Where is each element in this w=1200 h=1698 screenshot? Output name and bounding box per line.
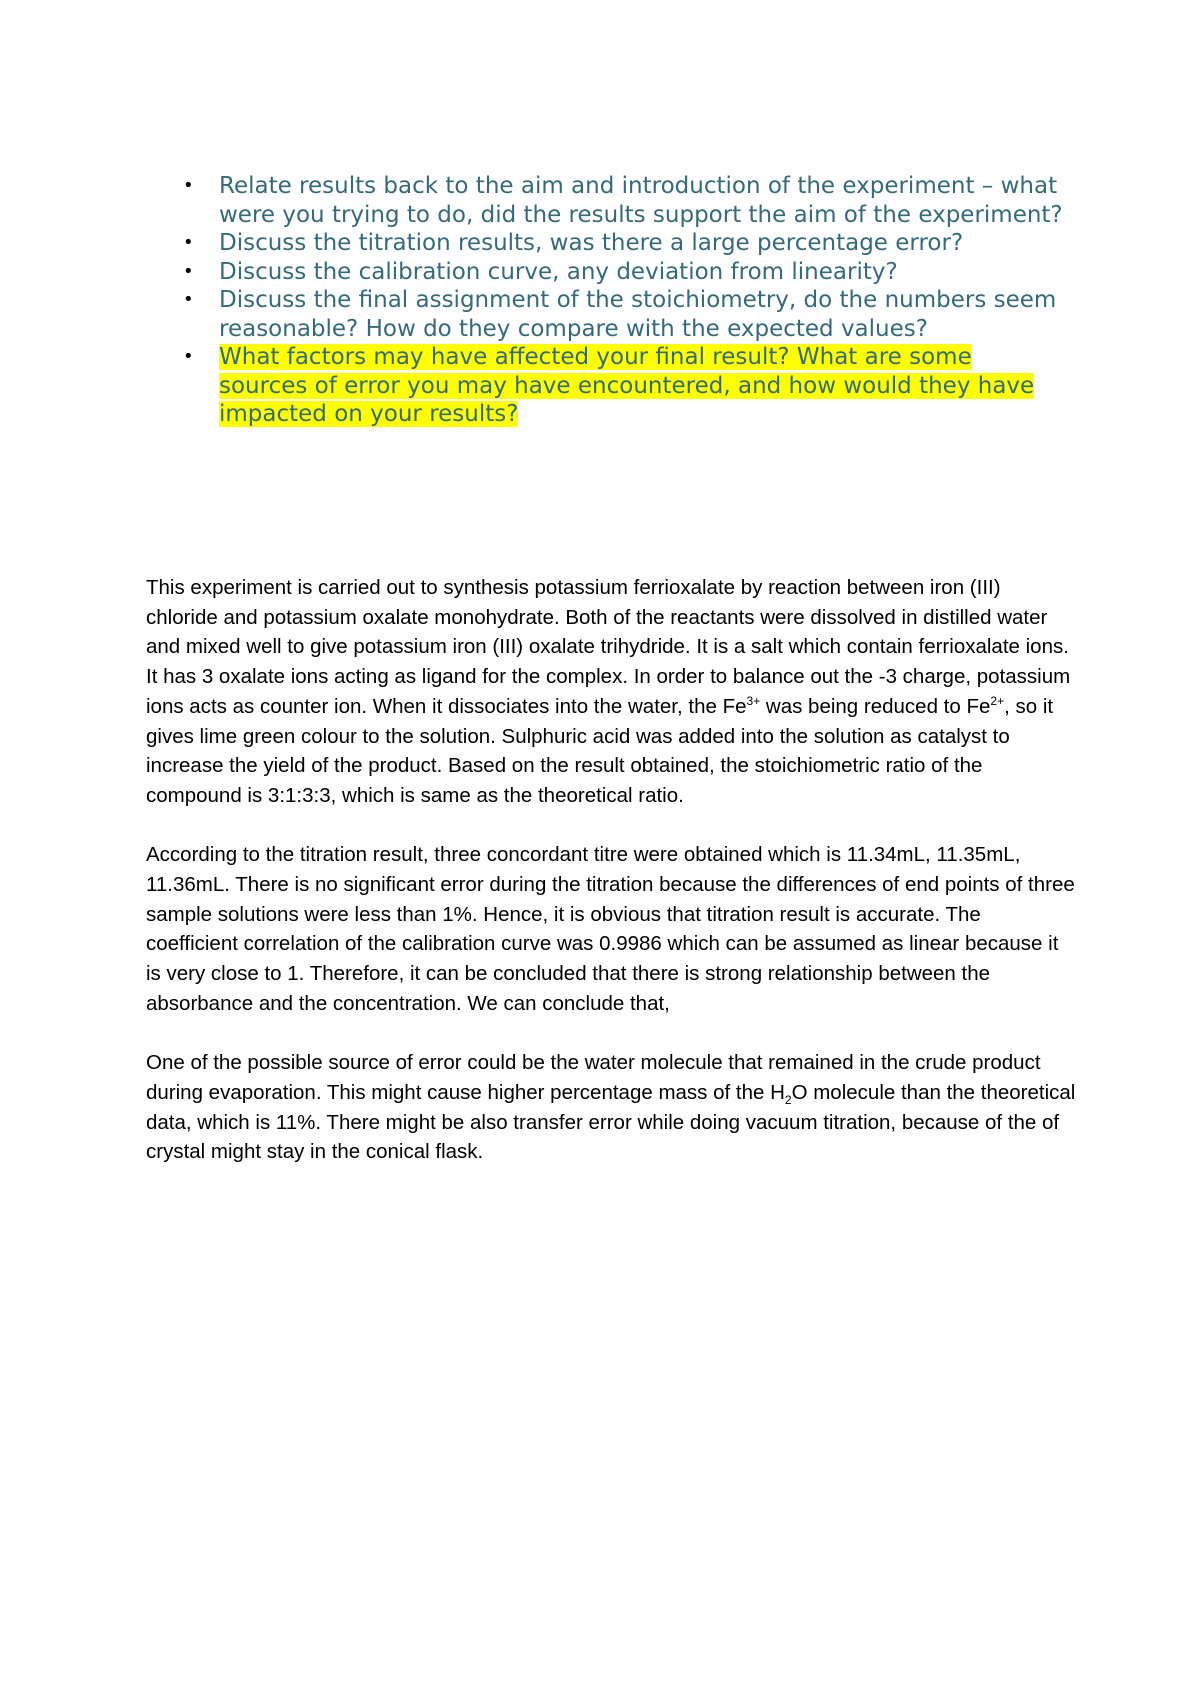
bullet-text: Relate results back to the aim and introduction of the experiment – what were you trying to do, did the results support the aim of the experiment?	[219, 173, 1063, 228]
discussion-body	[146, 573, 1076, 1197]
bullet-dot-icon: •	[183, 260, 194, 282]
superscript-charge: 2+	[990, 693, 1005, 708]
bullet-item	[183, 286, 1063, 343]
superscript-charge: 3+	[746, 693, 761, 708]
paragraph-text: , so it gives lime green colour to the solution. Sulphuric acid was added into the solution as catalyst to increase the yield of the product. Based on the result obtained, the stoichiometric ratio of the compound is 3:1:3:3, which is same as the theoretical ratio.	[146, 694, 1054, 807]
bullet-item	[183, 172, 1063, 229]
paragraph-titration: According to the titration result, three concordant titre were obtained which is 11.34mL, 11.35mL, 11.36mL. There is no significant error during the titration because the differences of end points of three sample solutions were less than 1%. Hence, it is obvious that titration result is accurate. The coefficient correlation of the calibration curve was 0.9986 which can be assumed as linear because it is very close to 1. Therefore, it can be concluded that there is strong relationship between the absorbance and the concentration. We can conclude that,	[146, 843, 1075, 1015]
bullet-dot-icon: •	[183, 175, 194, 196]
paragraph-text: O molecule than the theoretical data, which is 11%. There might be also transfer error while doing vacuum titration, because of the of crystal might stay in the conical flask.	[146, 1080, 1076, 1164]
paragraph-text: This experiment is carried out to synthesis potassium ferrioxalate by reaction between iron (III) chloride and potassium oxalate monohydrate. Both of the reactants were dissolved in distilled water and mixed well to give potassium iron (III) oxalate trihydride. It is a salt which contain ferrioxalate ions. It has 3 oxalate ions acting as ligand for the complex. In order to balance out the -3 charge, potassium ions acts as counter ion. When it dissociates into the water, the Fe	[146, 576, 1071, 718]
paragraph-text: was being reduced to Fe	[760, 694, 991, 718]
bullet-item	[183, 229, 1063, 258]
bullet-text-highlighted: What factors may have affected your final result? What are some sources of error you may have encountered, and how would they have impacted on your results?	[219, 344, 1035, 427]
bullet-dot-icon: •	[183, 232, 194, 253]
bullet-text: Discuss the calibration curve, any deviation from linearity?	[219, 258, 898, 285]
bullet-dot-icon: •	[183, 346, 194, 367]
paragraph-synthesis	[146, 573, 1076, 811]
paragraph-error-sources	[146, 1048, 1076, 1167]
bullet-dot-icon: •	[183, 289, 194, 310]
bullet-text: Discuss the final assignment of the stoichiometry, do the numbers seem reasonable? How do they compare with the expected values?	[219, 287, 1057, 342]
subscript-number: 2	[784, 1093, 792, 1108]
paragraph-text: One of the possible source of error could be the water molecule that remained in the crude product during evaporation. This might cause higher percentage mass of the H	[146, 1051, 1041, 1104]
bullet-text: Discuss the titration results, was there a large percentage error?	[219, 230, 964, 256]
bullet-item-highlighted	[183, 343, 1063, 429]
bullet-item	[183, 258, 1063, 287]
guidance-bullet-list	[183, 172, 1063, 429]
